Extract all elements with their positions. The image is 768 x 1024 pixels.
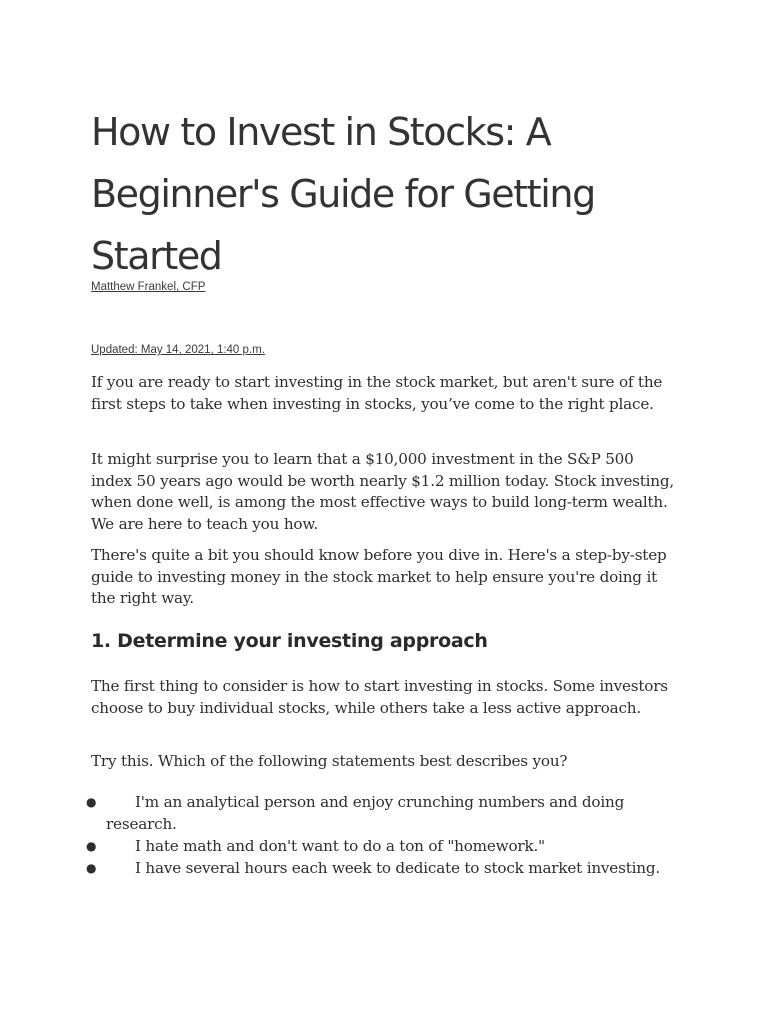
statement-list <box>0 791 680 879</box>
intro-paragraph-3: There's quite a bit you should know before you dive in. Here's a step-by-step guide to investing money in the stock market to help ensure you're doing it the right way. <box>91 546 667 608</box>
section-heading: 1. Determine your investing approach <box>91 630 488 652</box>
list-item-text: I hate math and don't want to do a ton of "homework." <box>135 837 545 855</box>
list-item-text: I have several hours each week to dedicate to stock market investing. <box>135 859 660 877</box>
list-item <box>0 857 680 879</box>
list-item <box>0 835 680 857</box>
list-item <box>0 791 680 835</box>
updated-timestamp: Updated: May 14, 2021, 1:40 p.m. <box>91 344 265 356</box>
bullet-icon: ● <box>86 839 97 853</box>
intro-paragraph-1: If you are ready to start investing in the stock market, but aren't sure of the first steps to take when investing in stocks, you’ve come to the right place. <box>91 373 663 413</box>
bullet-icon: ● <box>86 795 97 809</box>
bullet-icon: ● <box>86 861 97 875</box>
section-paragraph-1: The first thing to consider is how to start investing in stocks. Some investors choose to buy individual stocks, while others take a less active approach. <box>91 677 668 717</box>
section-paragraph-2: Try this. Which of the following statements best describes you? <box>91 752 568 770</box>
article-title: How to Invest in Stocks: A Beginner's Guide for Getting Started <box>91 110 595 278</box>
list-item-text: I'm an analytical person and enjoy crunching numbers and doing research. <box>106 793 625 833</box>
author-link[interactable]: Matthew Frankel, CFP <box>91 281 206 293</box>
intro-paragraph-2: It might surprise you to learn that a $10,000 investment in the S&P 500 index 50 years ago would be worth nearly $1.2 million today. Stock investing, when done well, is among the most effective ways to build long-term wealth. We are here to teach you how. <box>91 450 675 533</box>
